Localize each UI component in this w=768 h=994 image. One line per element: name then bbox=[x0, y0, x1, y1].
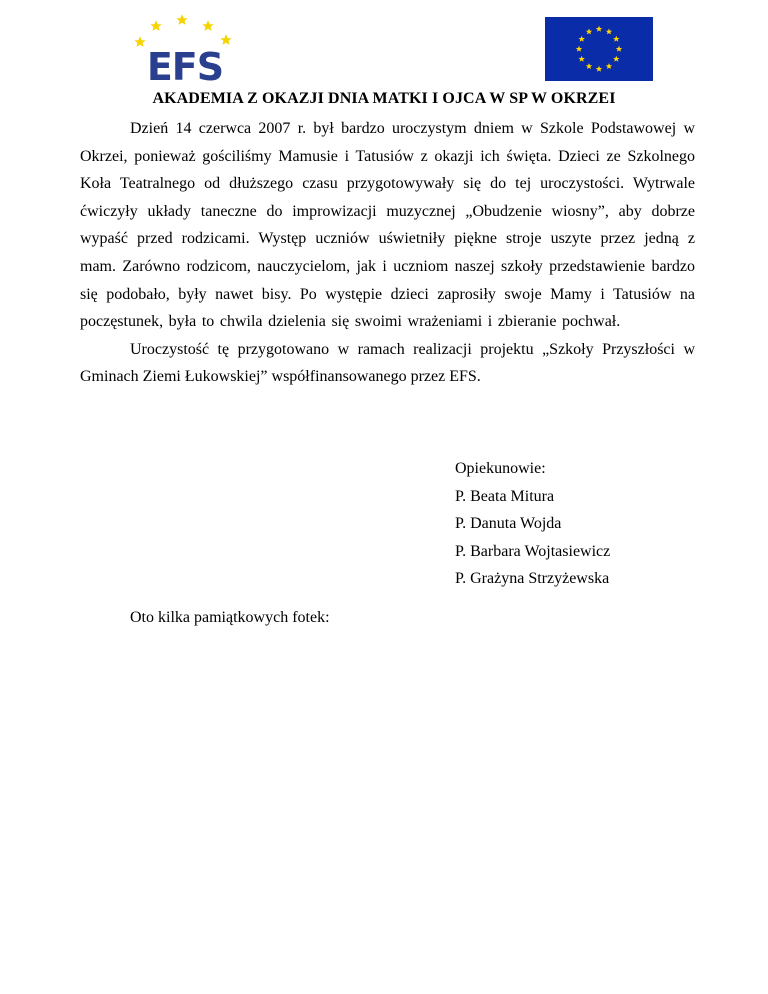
signers-list bbox=[455, 455, 610, 593]
signer-name: P. Grażyna Strzyżewska bbox=[455, 570, 610, 588]
signers-heading: Opiekunowie: bbox=[455, 460, 546, 477]
paragraph-event-description: Dzień 14 czerwca 2007 r. był bardzo uroczystym dniem w Szkole Podstawowej w Okrzei, ponieważ gościliśmy Mamusie i Tatusiów z okazji ich święta. Dzieci ze Szkolnego Koła Teatralnego od dłuższego czasu przygotowywały się do tej uroczystości. Wytrwale ćwiczyły układy taneczne do improwizacji muzycznej „Obudzenie wiosny”, aby dobrze wypaść przed rodzicami. Występ uczniów uświetniły piękne stroje uszyte przez jedną z mam. Zarówno rodzicom, nauczycielom, jak i uczniom naszej szkoły przedstawienie bardzo się podobało, były nawet bisy. Po występie dzieci zaprosiły swoje Mamy i Tatusiów na poczęstunek, była to chwila dzielenia się swoimi wrażeniami i zbieranie pochwał. bbox=[80, 120, 695, 331]
efs-logo-text: EFS bbox=[146, 45, 224, 84]
document-body bbox=[80, 115, 695, 391]
signer-name: P. Danuta Wojda bbox=[455, 515, 562, 533]
paragraph-project-info: Uroczystość tę przygotowano w ramach realizacji projektu „Szkoły Przyszłości w Gminach Ziemi Łukowskiej” współfinansowanego przez EFS. bbox=[80, 340, 695, 386]
photos-caption: Oto kilka pamiątkowych fotek: bbox=[130, 609, 330, 626]
document-title: AKADEMIA Z OKAZJI DNIA MATKI I OJCA W SP W OKRZEI bbox=[152, 90, 616, 107]
eu-flag-icon bbox=[545, 17, 653, 81]
efs-logo-icon bbox=[132, 12, 238, 84]
signer-name: P. Barbara Wojtasiewicz bbox=[455, 542, 611, 560]
signer-name: P. Beata Mitura bbox=[455, 487, 555, 505]
